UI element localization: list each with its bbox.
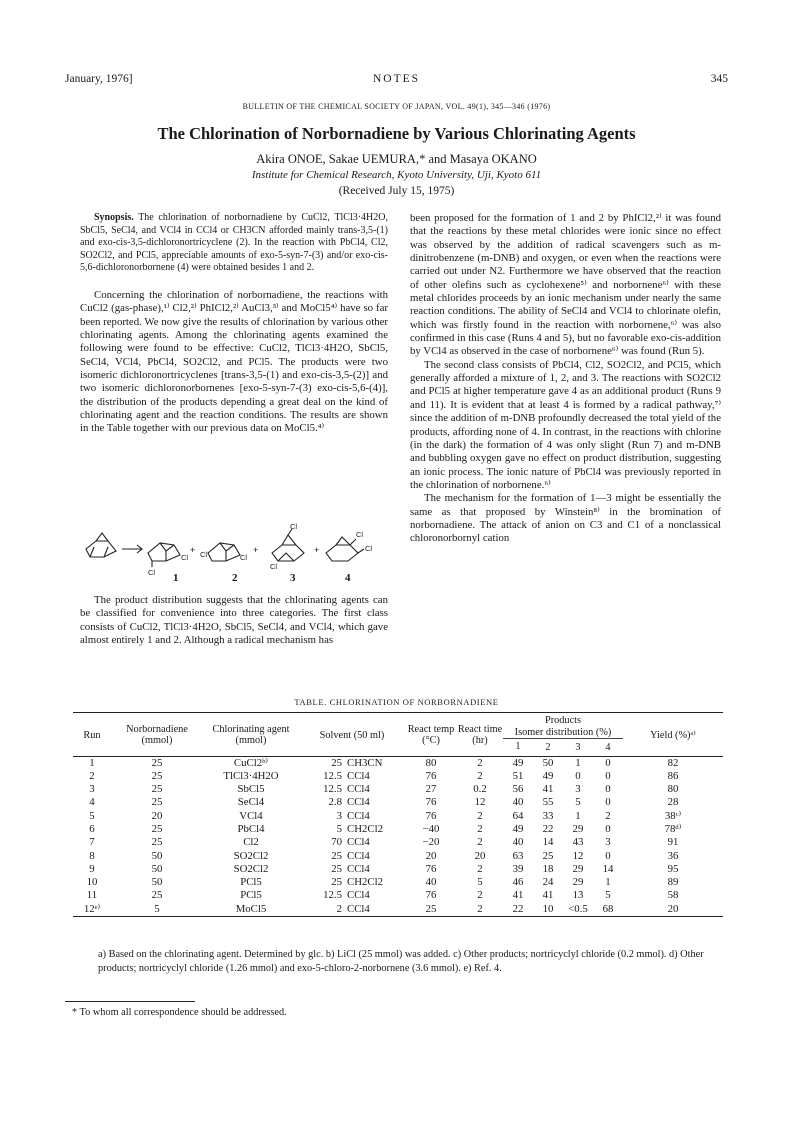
cell-iso-2: 49 [542, 769, 554, 782]
scheme-cl-1a: Cl [148, 568, 156, 577]
cell-norbornadiene: 25 [151, 822, 163, 835]
table-row [73, 756, 723, 770]
cell-solvent: CH2Cl2 [347, 876, 383, 889]
cell-solvent-amount: 2 [336, 902, 342, 915]
col-header-time: React time (hr) [457, 723, 503, 747]
cell-iso-1: 49 [512, 822, 524, 835]
cell-time: 20 [474, 849, 486, 862]
scheme-cl-2b: Cl [240, 553, 248, 562]
cell-time: 2 [477, 836, 483, 849]
cell-iso-4: 0 [605, 849, 611, 862]
cell-iso-1: 51 [512, 769, 524, 782]
header-page-number: 345 [710, 73, 728, 85]
cell-iso-3: 43 [572, 836, 584, 849]
cell-yield: 38ᶜ⁾ [664, 809, 682, 822]
col-header-iso-1: 1 [515, 741, 521, 752]
intro-paragraph: Concerning the chlorination of norbornadiene, the reactions with CuCl2 (gas-phase),¹⁾ Cl2,²⁾ PhICl2,²⁾ AuCl3,³⁾ and MoCl5⁴⁾ have so far been reported. We now give the results of chlorination by various other chlorinating agents. Among the chlorinating agents examined the following were found to be effective: CuCl2, TlCl3·4H2O, SbCl5, SeCl4, VCl4, PbCl4, SO2Cl2, and PCl5. The products were two isomeric dichloronortricyclenes [trans-3,5-(1) and exo-cis-3,5-(2)] and two isomeric dichloronorbornenes [exo-5-syn-7-(3) exo-cis-5,6-(4)], the distribution of the products depending a great deal on the kind of chlorinating agent and the reaction conditions. The results are shown in the Table together with our previous data on MoCl5.⁴⁾ [80, 288, 388, 435]
cell-run: 8 [89, 849, 95, 862]
cell-solvent-amount: 3 [336, 809, 342, 822]
cell-iso-4: 68 [602, 902, 614, 915]
cell-solvent: CCl4 [347, 889, 370, 902]
cell-iso-3: 0 [575, 769, 581, 782]
cell-solvent: CCl4 [347, 836, 370, 849]
cell-iso-4: 14 [602, 862, 614, 875]
cell-solvent: CCl4 [347, 769, 370, 782]
cell-solvent-amount: 12.5 [323, 769, 342, 782]
cell-iso-3: 1 [575, 756, 581, 769]
cell-agent: SeCl4 [237, 796, 265, 809]
cell-agent: SO2Cl2 [233, 849, 269, 862]
cell-iso-3: 29 [572, 822, 584, 835]
cell-time: 2 [477, 769, 483, 782]
cell-yield: 20 [667, 902, 679, 915]
journal-citation: BULLETIN OF THE CHEMICAL SOCIETY OF JAPAN, VOL. 49(1), 345—346 (1976) [242, 102, 551, 111]
cell-iso-1: 49 [512, 756, 524, 769]
cell-agent: SO2Cl2 [233, 862, 269, 875]
cell-time: 2 [477, 756, 483, 769]
cell-iso-4: 0 [605, 769, 611, 782]
cell-temp: 76 [425, 796, 437, 809]
header-section: NOTES [372, 73, 421, 85]
cell-yield: 82 [667, 756, 679, 769]
cell-yield: 95 [667, 862, 679, 875]
col-header-products: Products [544, 715, 582, 726]
cell-temp: 27 [425, 783, 437, 796]
cell-agent: MoCl5 [235, 902, 267, 915]
compound-label-1: 1 [173, 572, 179, 584]
cell-iso-4: 3 [605, 836, 611, 849]
scheme-cl-2a: Cl [200, 550, 208, 559]
cell-agent: VCl4 [239, 809, 263, 822]
cell-solvent-amount: 12.5 [323, 889, 342, 902]
cell-norbornadiene: 25 [151, 769, 163, 782]
cell-iso-3: 29 [572, 862, 584, 875]
cell-iso-4: 0 [605, 796, 611, 809]
col-header-isomer: Isomer distribution (%) [503, 727, 623, 739]
cell-temp: 76 [425, 809, 437, 822]
col-header-norbornadiene: Norbornadiene (mmol) [126, 723, 188, 747]
cell-norbornadiene: 25 [151, 783, 163, 796]
cell-run: 11 [86, 889, 98, 902]
cell-yield: 89 [667, 876, 679, 889]
cell-iso-1: 56 [512, 783, 524, 796]
cell-time: 2 [477, 862, 483, 875]
cell-iso-4: 0 [605, 783, 611, 796]
cell-temp: −40 [422, 822, 440, 835]
left-column-lower [80, 594, 388, 647]
table-row [73, 783, 723, 796]
cell-time: 12 [474, 796, 486, 809]
cell-norbornadiene: 50 [151, 862, 163, 875]
table-row [73, 863, 723, 876]
cell-run: 5 [89, 809, 95, 822]
cell-solvent: CCl4 [347, 783, 370, 796]
cell-iso-1: 22 [512, 902, 524, 915]
cell-norbornadiene: 25 [151, 836, 163, 849]
cell-agent: PCl5 [240, 889, 262, 902]
cell-temp: 76 [425, 769, 437, 782]
cell-run: 7 [89, 836, 95, 849]
table-row [73, 770, 723, 783]
cell-yield: 80 [667, 783, 679, 796]
col-header-agent: Chlorinating agent (mmol) [212, 723, 290, 747]
cell-agent: Cl2 [243, 836, 259, 849]
svg-text:+: + [314, 545, 320, 555]
col-header-iso-4: 4 [605, 741, 611, 753]
cell-time: 2 [477, 809, 483, 822]
cell-time: 2 [477, 889, 483, 902]
cell-temp: 80 [425, 756, 437, 769]
author-list: Akira ONOE, Sakae UEMURA,* and Masaya OKANO [256, 152, 537, 166]
cell-iso-2: 14 [542, 836, 554, 849]
left-column [80, 212, 388, 436]
cell-yield: 28 [667, 796, 679, 809]
table-row [73, 810, 723, 823]
cell-iso-3: 12 [572, 849, 584, 862]
cell-norbornadiene: 25 [151, 796, 163, 809]
col-header-iso-3: 3 [575, 741, 581, 753]
cell-iso-3: 5 [575, 796, 581, 809]
synopsis-text: The chlorination of norbornadiene by CuCl2, TlCl3·4H2O, SbCl5, SeCl4, and VCl4 in CCl4 or CH3CN afforded mainly trans-3,5-(1) and exo-cis-3,5-dichloronortricyclene (2). In the reaction with PbCl4, Cl2, SO2Cl2, and PCl5, appreciable amounts of exo-5-syn-7-(3) and/or exo-cis-5,6-dichloronorbornene (4) were obtained besides 1 and 2. [80, 212, 388, 274]
cell-solvent-amount: 70 [331, 836, 342, 849]
cell-iso-3: 1 [575, 809, 581, 822]
cell-yield: 78ᵈ⁾ [664, 822, 682, 835]
cell-run: 2 [89, 769, 95, 782]
cell-yield: 58 [667, 889, 679, 902]
svg-text:+: + [253, 545, 259, 555]
cell-norbornadiene: 50 [151, 849, 163, 862]
cell-temp: 40 [425, 876, 437, 889]
cell-iso-4: 1 [605, 876, 611, 889]
cell-iso-1: 39 [512, 862, 524, 875]
table-row [73, 850, 723, 863]
scheme-cl-1b: Cl [181, 553, 189, 562]
cell-solvent-amount: 12.5 [323, 783, 342, 796]
cell-run: 9 [89, 862, 95, 875]
header-date: January, 1976] [65, 73, 133, 85]
paper-title: The Chlorination of Norbornadiene by Various Chlorinating Agents [157, 124, 636, 143]
table-row [73, 889, 723, 902]
scheme-cl-4a: Cl [356, 530, 364, 539]
cell-iso-4: 0 [605, 756, 611, 769]
compound-label-4: 4 [345, 572, 351, 584]
cell-iso-1: 41 [512, 889, 524, 902]
cell-solvent: CCl4 [347, 902, 370, 915]
cell-temp: 25 [425, 902, 437, 915]
cell-iso-2: 41 [542, 889, 554, 902]
cell-run: 1 [89, 756, 95, 769]
scheme-cl-4b: Cl [365, 544, 373, 553]
cell-yield: 36 [667, 849, 679, 862]
cell-iso-1: 63 [512, 849, 524, 862]
cell-solvent: CCl4 [347, 796, 370, 809]
synopsis-label: Synopsis. [94, 212, 134, 223]
col-header-solvent: Solvent (50 ml) [319, 729, 385, 741]
cell-iso-2: 55 [542, 796, 554, 809]
table-notes: a) Based on the chlorinating agent. Determined by glc. b) LiCl (25 mmol) was added. c) Other products; nortricyclyl chloride (0.2 mmol). d) Other products; nortricyclyl chloride (1.26 mmol) and exo-5-chloro-2-norbornene (3.6 mmol). e) Ref. 4. [98, 949, 704, 974]
cell-solvent: CH2Cl2 [347, 822, 383, 835]
cell-solvent: CH3CN [347, 756, 383, 769]
cell-agent: PCl5 [240, 876, 262, 889]
table-caption: TABLE. CHLORINATION OF NORBORNADIENE [294, 697, 499, 707]
compound-label-3: 3 [290, 572, 296, 584]
cell-yield: 91 [667, 836, 679, 849]
cell-run: 3 [89, 783, 95, 796]
cell-iso-3: 3 [575, 783, 581, 796]
cell-iso-2: 18 [542, 862, 554, 875]
cell-temp: 76 [425, 862, 437, 875]
col-header-run: Run [83, 729, 101, 741]
cell-run: 12ᵉ⁾ [83, 902, 101, 915]
cell-iso-4: 0 [605, 822, 611, 835]
cell-run: 10 [86, 876, 98, 889]
classification-paragraph: The product distribution suggests that the chlorinating agents can be classified for convenience into three categories. The first class consists of CuCl2, TlCl3·4H2O, SbCl5, SeCl4, and VCl4, which gave almost entirely 1 and 2. Although a radical mechanism has [80, 594, 388, 647]
cell-solvent-amount: 25 [331, 876, 342, 889]
cell-solvent-amount: 5 [336, 822, 342, 835]
cell-iso-2: 22 [542, 822, 554, 835]
scheme-cl-3a: Cl [290, 523, 298, 531]
cell-iso-1: 46 [512, 876, 524, 889]
cell-temp: 76 [425, 889, 437, 902]
footnote-rule [65, 1001, 195, 1002]
cell-time: 0.2 [473, 783, 487, 796]
right-column [410, 212, 721, 546]
col-header-iso-2: 2 [545, 741, 551, 753]
svg-text:+: + [190, 545, 196, 555]
cell-solvent: CCl4 [347, 862, 370, 875]
table-row [73, 796, 723, 809]
cell-iso-1: 40 [512, 796, 524, 809]
cell-temp: 20 [425, 849, 437, 862]
cell-norbornadiene: 5 [154, 902, 160, 915]
cell-iso-2: 10 [542, 902, 554, 915]
table-row [73, 836, 723, 849]
cell-norbornadiene: 25 [151, 889, 163, 902]
cell-yield: 86 [667, 769, 679, 782]
cell-time: 2 [477, 822, 483, 835]
synopsis [80, 212, 388, 275]
cell-iso-2: 50 [542, 756, 554, 769]
cell-time: 2 [477, 902, 483, 915]
cell-agent: CuCl2ᵇ⁾ [233, 756, 269, 769]
cell-iso-1: 40 [512, 836, 524, 849]
table-row [73, 823, 723, 836]
cell-iso-3: 29 [572, 876, 584, 889]
col-header-yield: Yield (%)ᵃ⁾ [650, 729, 696, 741]
scheme-cl-3b: Cl [270, 562, 278, 571]
second-class-paragraph: The second class consists of PbCl4, Cl2, SO2Cl2, and PCl5, which generally afforded a mixture of 1, 2, and 3. The reactions with SO2Cl2 and PCl5 at higher temperature gave 4 as an additional product (Runs 9 and 11). It is evident that at least 4 is formed by a radical pathway,⁷⁾ since the addition of m-DNB profoundly decreased the total yield of the products, affording none of 4. In contrast, in the reactions with chlorine (in the dark) the formation of 4 was only slight (Run 7) and m-DNB and bubbling oxygen gave no effect on product distribution, suggesting an ionic process. The ionic nature of PbCl4 was previously reported in the chlorination of norbornene.⁶⁾ [410, 358, 721, 491]
cell-agent: TlCl3·4H2O [223, 769, 279, 782]
cell-solvent-amount: 25 [331, 756, 342, 769]
correspondence-footnote: * To whom all correspondence should be addressed. [72, 1007, 287, 1018]
cell-run: 4 [89, 796, 95, 809]
cell-iso-4: 5 [605, 889, 611, 902]
cell-iso-3: <0.5 [568, 902, 588, 915]
cell-iso-2: 41 [542, 783, 554, 796]
cell-solvent-amount: 25 [331, 849, 342, 862]
cell-iso-2: 25 [542, 849, 554, 862]
winstein-paragraph: The mechanism for the formation of 1—3 might be essentially the same as that proposed by Winstein⁸⁾ in the bromination of norbornadiene. The attack of anion on C3 and C1 of a nonclassical chloronorbornyl cation [410, 492, 721, 545]
received-date: (Received July 15, 1975) [338, 185, 455, 197]
table-row [73, 876, 723, 889]
cell-run: 6 [89, 822, 95, 835]
mechanism-paragraph: been proposed for the formation of 1 and 2 by PhICl2,²⁾ it was found that the reactions by these metal chlorides were ionic since no effect was observed by the addition of radical scavengers such as m-dinitrobenzene (m-DNB) and oxygen, or even when the reactions were carried out under N2. Furthermore we have observed that the reaction of other olefins such as cyclohexene⁵⁾ and norbornene⁶⁾ with these metal chlorides proceeds by an ionic mechanism under nearly the same reaction conditions. The ability of SeCl4 and VCl4 to chlorinate olefin, which was firstly found in the reaction with norbornene,⁶⁾ was also confirmed in this case (Runs 4 and 5), but no favorable exo-cis-addition by VCl4 as observed in the case of norbornene⁶⁾ was found (Run 5). [410, 212, 721, 358]
cell-iso-2: 33 [542, 809, 554, 822]
cell-time: 5 [477, 876, 483, 889]
cell-iso-2: 24 [542, 876, 554, 889]
cell-norbornadiene: 20 [151, 809, 163, 822]
cell-norbornadiene: 25 [151, 756, 163, 769]
cell-solvent: CCl4 [347, 849, 370, 862]
cell-agent: SbCl5 [237, 783, 265, 796]
col-header-temp: React temp (°C) [407, 723, 455, 747]
cell-temp: −20 [422, 836, 440, 849]
table-row [73, 903, 723, 917]
cell-iso-1: 64 [512, 809, 524, 822]
cell-agent: PbCl4 [237, 822, 265, 835]
cell-solvent-amount: 2.8 [328, 796, 342, 809]
cell-solvent-amount: 25 [331, 862, 342, 875]
cell-norbornadiene: 50 [151, 876, 163, 889]
cell-solvent: CCl4 [347, 809, 370, 822]
results-table [73, 712, 723, 917]
cell-iso-4: 2 [605, 809, 611, 822]
institution: Institute for Chemical Research, Kyoto University, Uji, Kyoto 611 [251, 169, 542, 181]
compound-label-2: 2 [232, 572, 238, 584]
cell-iso-3: 13 [572, 889, 584, 902]
